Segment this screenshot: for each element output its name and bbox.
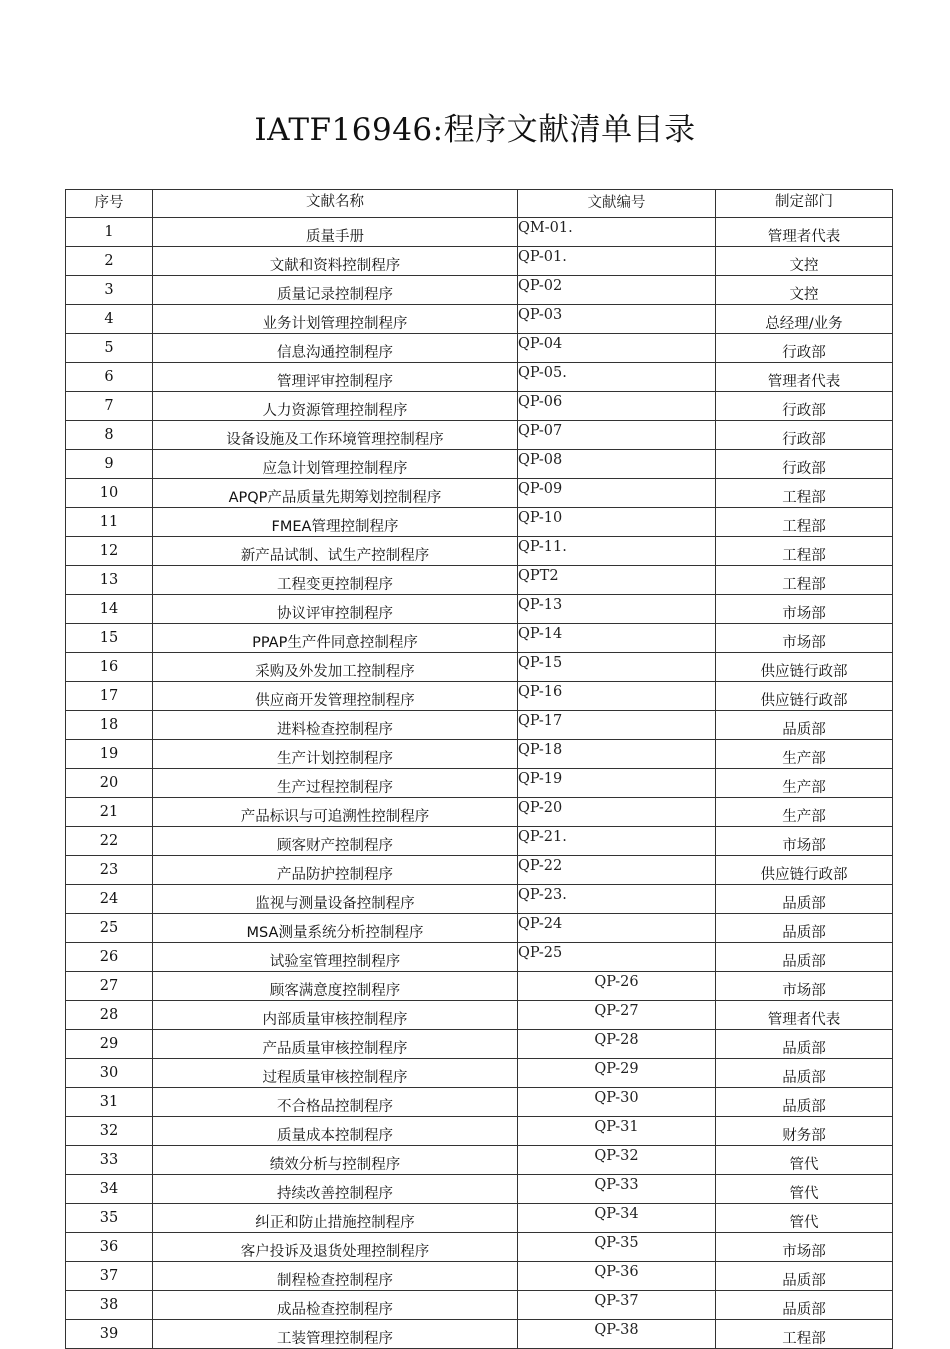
table-row (66, 914, 893, 943)
row-document-name: 进料检查控制程序 (153, 711, 518, 740)
row-department: 管代 (716, 1204, 893, 1233)
row-serial-number: 33 (66, 1146, 153, 1175)
row-document-name: 设备设施及工作环境管理控制程序 (153, 421, 518, 450)
row-department: 总经理/业务 (716, 305, 893, 334)
table-row (66, 421, 893, 450)
row-serial-number: 3 (66, 276, 153, 305)
row-serial-number: 12 (66, 537, 153, 566)
table-row (66, 711, 893, 740)
table-row (66, 682, 893, 711)
row-document-name: 产品标识与可追溯性控制程序 (153, 798, 518, 827)
row-department: 管代 (716, 1146, 893, 1175)
table-row (66, 1233, 893, 1262)
table-body (66, 218, 893, 1349)
row-serial-number: 37 (66, 1262, 153, 1291)
table-row (66, 479, 893, 508)
row-serial-number: 19 (66, 740, 153, 769)
row-document-code: QP-37 (518, 1291, 716, 1320)
row-department: 生产部 (716, 740, 893, 769)
row-department: 市场部 (716, 972, 893, 1001)
row-serial-number: 22 (66, 827, 153, 856)
row-department: 品质部 (716, 1262, 893, 1291)
row-document-code: QP-15 (518, 653, 716, 682)
row-document-code: QP-22 (518, 856, 716, 885)
row-document-name: 工程变更控制程序 (153, 566, 518, 595)
row-document-name: APQP产品质量先期筹划控制程序 (153, 479, 518, 508)
row-document-name: 持续改善控制程序 (153, 1175, 518, 1204)
table-row (66, 218, 893, 247)
row-serial-number: 36 (66, 1233, 153, 1262)
table-row (66, 276, 893, 305)
row-serial-number: 35 (66, 1204, 153, 1233)
table-row (66, 595, 893, 624)
table-row (66, 566, 893, 595)
row-department: 工程部 (716, 537, 893, 566)
row-department: 市场部 (716, 595, 893, 624)
row-serial-number: 32 (66, 1117, 153, 1146)
row-serial-number: 9 (66, 450, 153, 479)
table-row (66, 1262, 893, 1291)
row-serial-number: 6 (66, 363, 153, 392)
row-document-code: QP-07 (518, 421, 716, 450)
row-document-code: QP-08 (518, 450, 716, 479)
row-document-name: 绩效分析与控制程序 (153, 1146, 518, 1175)
header-department: 制定部门 (716, 190, 893, 218)
row-document-code: QP-16 (518, 682, 716, 711)
row-document-code: QP-30 (518, 1088, 716, 1117)
row-document-code: QP-14 (518, 624, 716, 653)
row-department: 管理者代表 (716, 1001, 893, 1030)
row-document-name: PPAP生产件同意控制程序 (153, 624, 518, 653)
table-row (66, 856, 893, 885)
row-document-code: QP-36 (518, 1262, 716, 1291)
row-department: 管代 (716, 1175, 893, 1204)
row-document-name: FMEA管理控制程序 (153, 508, 518, 537)
row-document-code: QP-10 (518, 508, 716, 537)
row-serial-number: 1 (66, 218, 153, 247)
row-document-name: 顾客满意度控制程序 (153, 972, 518, 1001)
row-document-name: 业务计划管理控制程序 (153, 305, 518, 334)
header-document-name: 文献名称 (153, 190, 518, 218)
row-serial-number: 28 (66, 1001, 153, 1030)
row-department: 品质部 (716, 1059, 893, 1088)
table-row (66, 508, 893, 537)
row-document-code: QP-11. (518, 537, 716, 566)
row-document-name: 供应商开发管理控制程序 (153, 682, 518, 711)
table-header-row (66, 190, 893, 218)
row-document-code: QP-05. (518, 363, 716, 392)
table-row (66, 1320, 893, 1349)
table-row (66, 1291, 893, 1320)
row-department: 供应链行政部 (716, 653, 893, 682)
row-department: 品质部 (716, 885, 893, 914)
row-document-name: 不合格品控制程序 (153, 1088, 518, 1117)
row-document-code: QP-09 (518, 479, 716, 508)
row-department: 品质部 (716, 1291, 893, 1320)
row-document-name: 制程检查控制程序 (153, 1262, 518, 1291)
row-department: 供应链行政部 (716, 856, 893, 885)
table-row (66, 972, 893, 1001)
row-document-name: 工装管理控制程序 (153, 1320, 518, 1349)
row-document-name: 纠正和防止措施控制程序 (153, 1204, 518, 1233)
row-document-name: 产品防护控制程序 (153, 856, 518, 885)
row-document-name: 文献和资料控制程序 (153, 247, 518, 276)
row-department: 工程部 (716, 1320, 893, 1349)
row-document-code: QP-13 (518, 595, 716, 624)
table-row (66, 1204, 893, 1233)
table-row (66, 1030, 893, 1059)
row-document-code: QP-34 (518, 1204, 716, 1233)
row-serial-number: 17 (66, 682, 153, 711)
row-document-code: QP-20 (518, 798, 716, 827)
table-row (66, 363, 893, 392)
row-serial-number: 31 (66, 1088, 153, 1117)
row-document-name: 生产过程控制程序 (153, 769, 518, 798)
row-document-code: QP-23. (518, 885, 716, 914)
row-serial-number: 27 (66, 972, 153, 1001)
row-document-name: 质量手册 (153, 218, 518, 247)
row-document-code: QP-33 (518, 1175, 716, 1204)
row-serial-number: 38 (66, 1291, 153, 1320)
table-row (66, 943, 893, 972)
row-serial-number: 26 (66, 943, 153, 972)
row-serial-number: 29 (66, 1030, 153, 1059)
row-document-name: 管理评审控制程序 (153, 363, 518, 392)
row-serial-number: 34 (66, 1175, 153, 1204)
table-row (66, 624, 893, 653)
table-row (66, 827, 893, 856)
row-department: 市场部 (716, 827, 893, 856)
row-document-name: MSA测量系统分析控制程序 (153, 914, 518, 943)
row-department: 文控 (716, 276, 893, 305)
row-document-code: QP-26 (518, 972, 716, 1001)
row-serial-number: 4 (66, 305, 153, 334)
row-document-code: QP-18 (518, 740, 716, 769)
row-document-name: 产品质量审核控制程序 (153, 1030, 518, 1059)
row-department: 管理者代表 (716, 363, 893, 392)
row-document-name: 应急计划管理控制程序 (153, 450, 518, 479)
row-document-code: QP-27 (518, 1001, 716, 1030)
row-serial-number: 5 (66, 334, 153, 363)
row-document-name: 内部质量审核控制程序 (153, 1001, 518, 1030)
row-department: 生产部 (716, 798, 893, 827)
row-department: 品质部 (716, 914, 893, 943)
row-department: 品质部 (716, 943, 893, 972)
row-serial-number: 21 (66, 798, 153, 827)
row-serial-number: 15 (66, 624, 153, 653)
row-department: 行政部 (716, 334, 893, 363)
row-serial-number: 10 (66, 479, 153, 508)
table-row (66, 334, 893, 363)
row-department: 行政部 (716, 392, 893, 421)
row-serial-number: 25 (66, 914, 153, 943)
row-department: 品质部 (716, 711, 893, 740)
table-row (66, 769, 893, 798)
table-row (66, 392, 893, 421)
row-document-name: 过程质量审核控制程序 (153, 1059, 518, 1088)
row-department: 供应链行政部 (716, 682, 893, 711)
row-document-name: 质量成本控制程序 (153, 1117, 518, 1146)
table-row (66, 1088, 893, 1117)
row-document-name: 顾客财产控制程序 (153, 827, 518, 856)
row-document-code: QP-17 (518, 711, 716, 740)
row-document-name: 新产品试制、试生产控制程序 (153, 537, 518, 566)
row-document-name: 客户投诉及退货处理控制程序 (153, 1233, 518, 1262)
row-department: 生产部 (716, 769, 893, 798)
row-department: 行政部 (716, 450, 893, 479)
table-row (66, 1059, 893, 1088)
table-row (66, 305, 893, 334)
row-document-code: QM-01. (518, 218, 716, 247)
row-document-code: QP-35 (518, 1233, 716, 1262)
row-document-code: QP-01. (518, 247, 716, 276)
row-document-name: 信息沟通控制程序 (153, 334, 518, 363)
row-serial-number: 30 (66, 1059, 153, 1088)
table-row (66, 1001, 893, 1030)
row-serial-number: 14 (66, 595, 153, 624)
procedure-document-table (65, 189, 893, 1349)
row-document-name: 协议评审控制程序 (153, 595, 518, 624)
row-document-code: QP-04 (518, 334, 716, 363)
row-department: 品质部 (716, 1030, 893, 1059)
table-row (66, 1175, 893, 1204)
row-document-name: 监视与测量设备控制程序 (153, 885, 518, 914)
table-row (66, 537, 893, 566)
row-document-code: QP-38 (518, 1320, 716, 1349)
table-row (66, 450, 893, 479)
header-serial-number: 序号 (66, 190, 153, 218)
row-document-code: QP-03 (518, 305, 716, 334)
row-document-name: 成品检查控制程序 (153, 1291, 518, 1320)
row-document-code: QP-28 (518, 1030, 716, 1059)
row-document-name: 试验室管理控制程序 (153, 943, 518, 972)
table-row (66, 247, 893, 276)
table-row (66, 798, 893, 827)
row-document-code: QP-32 (518, 1146, 716, 1175)
row-department: 市场部 (716, 624, 893, 653)
row-document-code: QP-31 (518, 1117, 716, 1146)
table-row (66, 653, 893, 682)
table-row (66, 1117, 893, 1146)
row-document-code: QP-02 (518, 276, 716, 305)
row-serial-number: 24 (66, 885, 153, 914)
document-title: IATF16946:程序文献清单目录 (254, 112, 696, 148)
row-serial-number: 23 (66, 856, 153, 885)
row-serial-number: 7 (66, 392, 153, 421)
row-serial-number: 2 (66, 247, 153, 276)
row-document-code: QP-25 (518, 943, 716, 972)
row-serial-number: 13 (66, 566, 153, 595)
row-department: 工程部 (716, 479, 893, 508)
row-document-code: QP-29 (518, 1059, 716, 1088)
row-document-name: 生产计划控制程序 (153, 740, 518, 769)
row-serial-number: 8 (66, 421, 153, 450)
row-department: 市场部 (716, 1233, 893, 1262)
row-document-code: QP-06 (518, 392, 716, 421)
row-serial-number: 20 (66, 769, 153, 798)
row-department: 工程部 (716, 508, 893, 537)
row-document-name: 采购及外发加工控制程序 (153, 653, 518, 682)
row-department: 文控 (716, 247, 893, 276)
row-department: 财务部 (716, 1117, 893, 1146)
row-department: 品质部 (716, 1088, 893, 1117)
row-document-code: QP-21. (518, 827, 716, 856)
row-department: 管理者代表 (716, 218, 893, 247)
row-document-code: QP-24 (518, 914, 716, 943)
row-serial-number: 18 (66, 711, 153, 740)
row-document-code: QP-19 (518, 769, 716, 798)
table-row (66, 1146, 893, 1175)
header-document-code: 文献编号 (518, 190, 716, 218)
row-serial-number: 39 (66, 1320, 153, 1349)
table-row (66, 885, 893, 914)
table-row (66, 740, 893, 769)
row-serial-number: 11 (66, 508, 153, 537)
row-department: 工程部 (716, 566, 893, 595)
row-document-name: 人力资源管理控制程序 (153, 392, 518, 421)
row-document-code: QPT2 (518, 566, 716, 595)
row-document-name: 质量记录控制程序 (153, 276, 518, 305)
row-serial-number: 16 (66, 653, 153, 682)
row-department: 行政部 (716, 421, 893, 450)
